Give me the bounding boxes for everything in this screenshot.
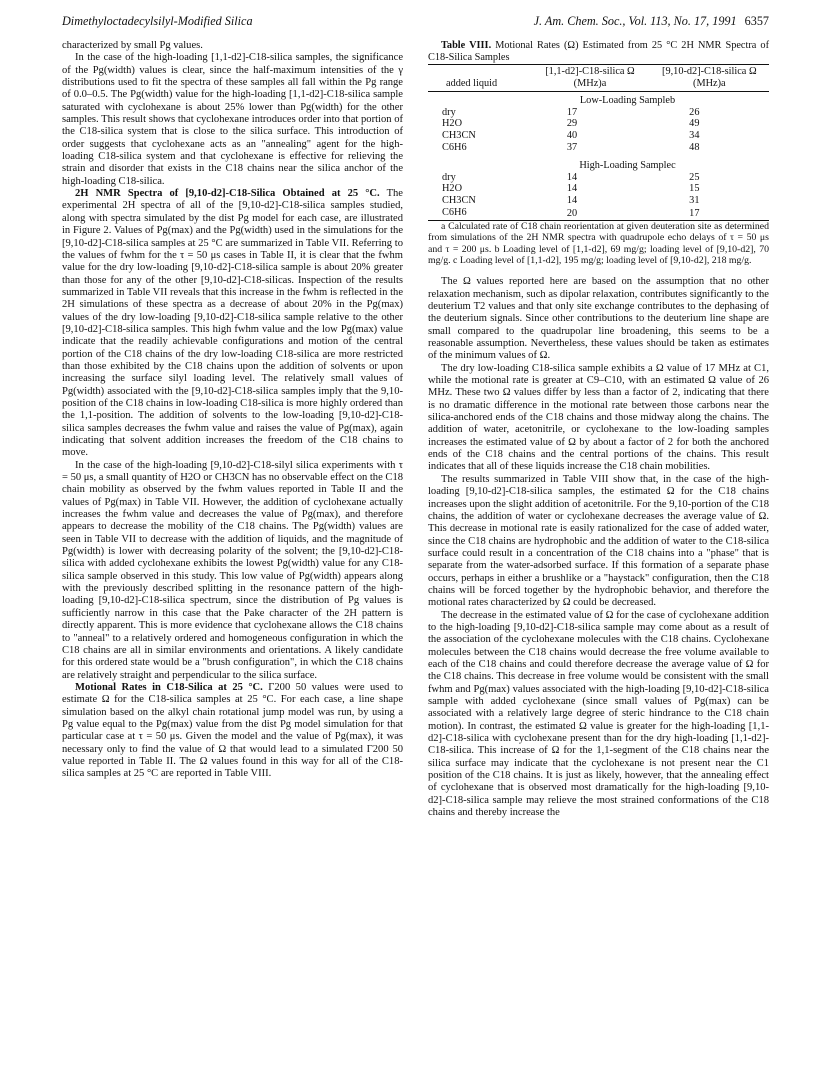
cell-liquid: C6H6 xyxy=(442,206,467,218)
cell-value: 17 xyxy=(566,106,578,118)
cell-value: 49 xyxy=(689,118,700,130)
table-row xyxy=(428,183,769,195)
section-heading: 2H NMR Spectra of [9,10-d2]-C18-Silica Obtained at 25 °C. xyxy=(75,188,380,200)
paragraph-text: The experimental 2H spectra of all of the [9,10-d2]-C18-silica samples studied, along with spectra simulated by the dist Pg model for each case, are illustrated in Figure 2. Values of Pg(max) and the Pg(width) used in the simulations for the [9,10-d2]-C18-silica samples at 25 °C are summarized in Table VII. Referring to the values of fwhm for the τ = 50 μs cases in Table II, it is clear that the fwhm value for the dry low-loading [9,10-d2]-C18-silica sample is about 20% greater than those for any of the other [9,10-d2]-C18-silicas. Inspection of the results summarized in Table VII reveals that this increase in the fwhm is reflected in the 2H simulations of these spectra as a decrease of about 20% in the Pg(max) values of the dry low-loading [9,10-d2]-C18-silica sample relative to the other [9,10-d2]-C18-silica samples. This high fwhm value and the low Pg(max) value indicate that the readily achievable configurations and motion of the central portion of the C18 chains of the dry low-loading C18-silica are more restricted than those exhibited by the C18 chains upon the addition of solvents or upon increasing the surface silyl loading level. The relatively small values of Pg(width) associated with the [9,10-d2]-C18-silica samples imply that the 9,10-position of the C18 chains in low-loading C18-silica is more highly ordered than the 1,1-position. The addition of solvents to the low-loading [9,10-d2]-C18-silica samples decreases the fwhm value and raises the value of Pg(max), again indicating that solvent addition increases the freedom of the C18 chains to move. xyxy=(62,188,403,459)
cell-value: 26 xyxy=(689,106,700,118)
cell-value: 14 xyxy=(566,171,578,183)
cell-liquid: dry xyxy=(442,171,456,183)
cell-liquid: dry xyxy=(442,106,456,118)
cell-value: 17 xyxy=(689,207,700,219)
cell-value: 15 xyxy=(689,183,700,195)
cell-value: 14 xyxy=(566,183,578,195)
paragraph-text: Γ200 50 values were used to estimate Ω for the C18-silica samples at 25 °C. For each case, a line shape simulation based on the alkyl chain rotational jump model was run, by using a Pg value equal to the Pg(max) value from the dist Pg model simulation for that particular case at τ = 50 μs. Given the model and the value of Pg(max), it was necessary only to find the value of Ω that would lead to a simulated Γ200 50 value reported in Table II. The Ω values found in this way for all of the C18-silica samples at 25 °C are reported in Table VIII. xyxy=(62,681,404,780)
journal-citation: J. Am. Chem. Soc., Vol. 113, No. 17, 1991 xyxy=(533,14,737,28)
paragraph: characterized by small Pg values. xyxy=(62,40,203,51)
cell-liquid: C6H6 xyxy=(442,141,467,153)
table-caption-text: Motional Rates (Ω) Estimated from 25 °C 2H NMR Spectra of C18-Silica Samples xyxy=(428,40,769,63)
table-viii xyxy=(428,40,769,266)
cell-value: 31 xyxy=(689,194,700,206)
cell-liquid: CH3CN xyxy=(442,129,476,141)
running-head-title: Dimethyloctadecylsilyl-Modified Silica xyxy=(62,14,253,28)
page-number: 6357 xyxy=(744,14,769,28)
cell-value: 34 xyxy=(689,129,700,141)
cell-value: 48 xyxy=(689,141,700,153)
paragraph: The dry low-loading C18-silica sample exhibits a Ω value of 17 MHz at C1, while the motional rate is greater at C9–C10, with an estimated Ω value of 26 MHz. These two Ω values differ by less than a factor of 2, indicating that there is no dramatic difference in the motional rate between those carbons near the silica-anchored ends of the C18 chains and those midway along the chains. The addition of water, acetonitrile, or cyclohexane to the low-loading samples increases the estimated value of Ω by about a factor of 2 for both the anchored ends of the C18 chains and the central portions of the chains. This result indicates that all of these liquids increase the C18 chain mobilities. xyxy=(428,362,769,473)
table-row xyxy=(428,130,769,142)
right-column xyxy=(428,40,769,819)
table-footnote: a Calculated rate of C18 chain reorientation at given deuteration site as determined from simulations of the 2H NMR spectra with quadrupole echo delays of τ = 50 μs and τ = 200 μs. b Loading level of [1,1-d2], 69 mg/g; loading level of [9,10-d2], 70 mg/g. c Loading level of [1,1-d2], 195 mg/g; loading level of [9,10-d2], 218 mg/g. xyxy=(428,221,769,267)
cell-value: 20 xyxy=(566,207,578,219)
paragraph: In the case of the high-loading [9,10-d2]-C18-silyl silica experiments with τ = 50 μs, a small quantity of H2O or CH3CN has no observable effect on the C18 chain mobility as observed by the fwhm values reported in Table II and the values of Pg(max) in Table VII. However, the addition of cyclohexane actually increases the fwhm value and decreases the value of Pg(max), and therefore appears to decrease the mobility of the C18 chains. The Pg(width) values are seen in Table VII to decrease with the addition of liquids, and the magnitude of Pg(width) is lower with decreasing polarity of the solvent; the [9,10-d2]-C18-silica with added cyclohexane exhibits the lowest Pg(width) value for any C18-silica sample observed in this study. This low value of Pg(width) appears along with the previously described splitting in the resonance pattern of the high-loading [9,10-d2]-C18-silica spectrum, since the distribution of Pg values is sufficiently narrow in this case that the Pake character of the 2H pattern is directly apparent. This is more evidence that cyclohexane allows the C18 chains to "anneal" to a relatively ordered and homogeneous configuration in which the C18 chains are all in similar environments and orientations. A likely candidate for this ordered state would be a "brush configuration", in which the C18 chains are relatively straight and perpendicular to the silica surface. xyxy=(62,459,403,681)
cell-value: 14 xyxy=(566,194,578,206)
group-header-high: High-Loading Samplec xyxy=(579,160,676,172)
spacer xyxy=(428,266,769,276)
paragraph: In the case of the high-loading [1,1-d2]-C18-silica samples, the significance of the Pg(width) values is clear, since the half-maximum intensities of the γ distributions used to fit the spectra of these samples all fall within the Pg range of 0.0–0.5. The Pg(width) value for the high-loading [1,1-d2]-C18-silica sample saturated with cyclohexane is about 25% lower than Pg(width) for the other samples. This result shows that cyclohexane introduces order into that portion of the C18-silica system that is close to the silica surface. This introduction of order suggests that cyclohexane acts as an "annealing" agent for the high-loading C18-silica system and that cyclohexane is effective for relieving the strain and disorder that exists in the C18 chains near the silica anchor of the high-loading C18-silica. xyxy=(62,52,403,187)
cell-liquid: H2O xyxy=(442,118,463,130)
column-header-liquid: added liquid xyxy=(428,65,530,92)
column-header-c9: [9,10-d2]-C18-silica Ω (MHz)a xyxy=(650,65,769,92)
running-head-citation xyxy=(534,14,769,32)
table-row xyxy=(428,195,769,207)
table-row xyxy=(428,172,769,184)
table-row xyxy=(428,118,769,130)
table-caption xyxy=(428,40,769,64)
cell-value: 37 xyxy=(566,141,578,153)
table-row xyxy=(428,142,769,154)
table-row xyxy=(428,207,769,221)
paragraph: The Ω values reported here are based on the assumption that no other relaxation mechanism, such as dipolar relaxation, contributes significantly to the deuterium T2 values and that only site exchange contributes to the dephasing of the deuterium signals. Since other contributions to the deuterium line shape are small compared to the quadrupolar line broadening, this seems to be a reasonable assumption. Nevertheless, these values should be taken as estimates of the minimum values of Ω. xyxy=(428,276,769,362)
section-heading: Motional Rates in C18-Silica at 25 °C. xyxy=(75,681,263,693)
motional-rates-table xyxy=(428,64,769,221)
cell-value: 29 xyxy=(566,118,578,130)
section-paragraph xyxy=(62,188,403,460)
cell-liquid: H2O xyxy=(442,183,463,195)
column-header-c1: [1,1-d2]-C18-silica Ω (MHz)a xyxy=(530,65,649,92)
cell-value: 40 xyxy=(566,129,578,141)
cell-value: 25 xyxy=(689,171,700,183)
paragraph: The results summarized in Table VIII show that, in the case of the high-loading [9,10-d2]-C18-silica samples, the estimated Ω for the C18 chains increases upon the slight addition of acetonitrile. For the 9,10-portion of the C18 chains, the addition of water or cyclohexane decreases the average value of Ω. This decrease in motional rate is easily rationalized for the case of added water, since the C18 chains are hydrophobic and the addition of water to the C18-silica surface could result in a concentration of the C18 chains into a "phase" that is separate from the water-adsorbed surface. If this formation of a separate phase occurs, perhaps in either a brushlike or a "haystack" configuration, then the C18 chains will be forced together by the hydrophobic behavior, and therefore the motional rates characterized by Ω could be decreased. xyxy=(428,473,769,609)
paragraph: The decrease in the estimated value of Ω for the case of cyclohexane addition to the high-loading [9,10-d2]-C18-silica sample may come about as a result of the association of the cyclohexane molecules with the C18 chains. Cyclohexane molecules between the C18 chains would decrease the free volume available to each of the C18 chains and could therefore decrease the average value of Ω for the C18 chains. This decrease in free volume would be consistent with the small fwhm and Pg(max) values associated with the high-loading [9,10-d2]-C18-silica sample with added cyclohexane (since small values of Pg(max) can be associated with a relatively large degree of steric hindrance to the C18 chain motion). In contrast, the estimated Ω value is greater for the high-loading [1,1-d2]-C18-silica with cyclohexane present than for the dry high-loading [1,1-d2]-C18-silica. This increase of Ω for the 1,1-segment of the C18 chains near the silica surface may indicate that the cyclohexane is not present near the C1 position of the C18 chains. It is just as likely, however, that the annealing effect of cyclohexane that is observed most dramatically for the high-loading [9,10-d2]-C18-silica sample may relieve the most strained conformations of the C18 chains and thereby increase the xyxy=(428,609,769,819)
cell-liquid: CH3CN xyxy=(442,194,476,206)
group-header-low: Low-Loading Sampleb xyxy=(579,95,676,107)
left-column xyxy=(62,40,403,781)
table-row xyxy=(428,107,769,119)
section-paragraph xyxy=(62,682,403,781)
table-label: Table VIII. xyxy=(441,40,492,51)
running-head xyxy=(62,14,769,32)
